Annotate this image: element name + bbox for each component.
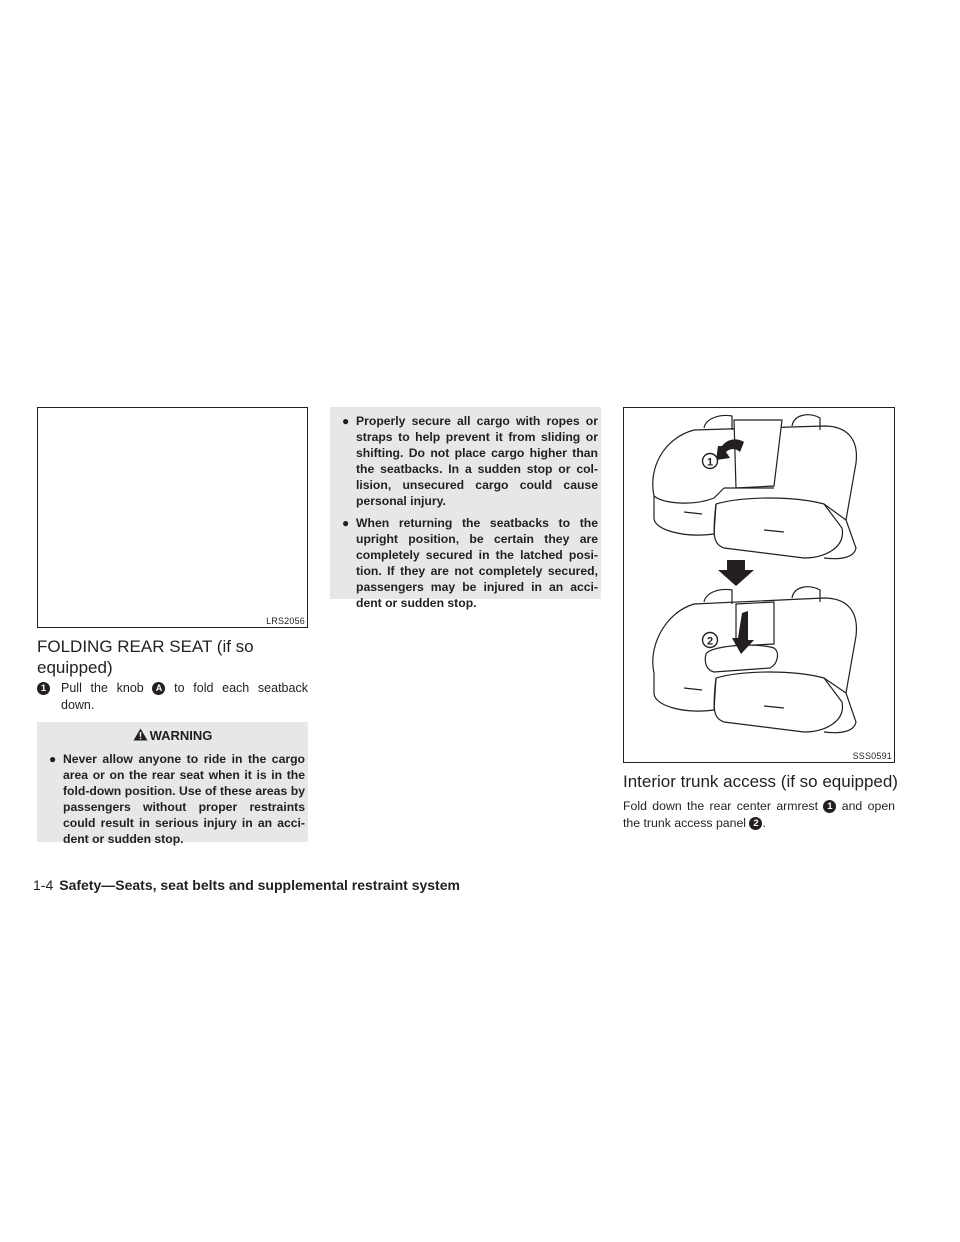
step-1 [37, 680, 308, 712]
step-text-start: Pull the knob [61, 681, 144, 695]
page-footer [33, 876, 460, 894]
warning-triangle-icon [133, 728, 148, 741]
callout-2: 2 [706, 635, 714, 648]
step-number-badge: 1 [37, 682, 50, 695]
page-number: 1-4 [33, 877, 54, 893]
figure-code: LRS2056 [266, 616, 305, 626]
callout-1-badge: 1 [823, 800, 836, 813]
figure-lrs2056 [37, 407, 308, 628]
callout-1: 1 [706, 456, 714, 469]
warning-list-continued [342, 413, 598, 617]
figure-sss0591 [623, 407, 895, 763]
warning-item: ● When returning the seatbacks to the upright position, be certain they are completely secured in the latched posi-tion. If they are not completely secured, passengers may be injured in an acci-dent or sudden stop. [342, 516, 598, 610]
step-text-end: to fold each seatback down. [61, 681, 308, 712]
warning-item: ● Never allow anyone to ride in the cargo area or on the rear seat when it is in the fold-down position. Use of these areas by passengers without proper restraints could result in serious injury in an acci-dent or sudden stop. [49, 752, 305, 846]
chapter-title: Safety—Seats, seat belts and supplemental restraint system [59, 877, 460, 893]
warning-box-continued [330, 407, 601, 610]
warning-item: ● Properly secure all cargo with ropes or straps to help prevent it from sliding or shifting. Do not place cargo higher than the seatbacks. In a sudden stop or col-lision, unsecured cargo could cause personal injury. [342, 414, 598, 508]
rear-seat-illustration [624, 408, 894, 748]
warning-box-left [37, 722, 308, 846]
knob-a-badge: A [152, 682, 165, 695]
trunk-access-text: Fold down the rear center armrest 1 and open the trunk access panel 2 . [623, 799, 895, 830]
warning-list-left [49, 751, 305, 853]
callout-2-badge: 2 [749, 817, 762, 830]
section-heading-folding-rear-seat: FOLDING REAR SEAT (if so equipped) [37, 637, 254, 677]
section-heading-interior-trunk-access: Interior trunk access (if so equipped) [623, 772, 898, 791]
figure-code: SSS0591 [852, 751, 892, 761]
warning-title: WARNING [37, 728, 308, 744]
